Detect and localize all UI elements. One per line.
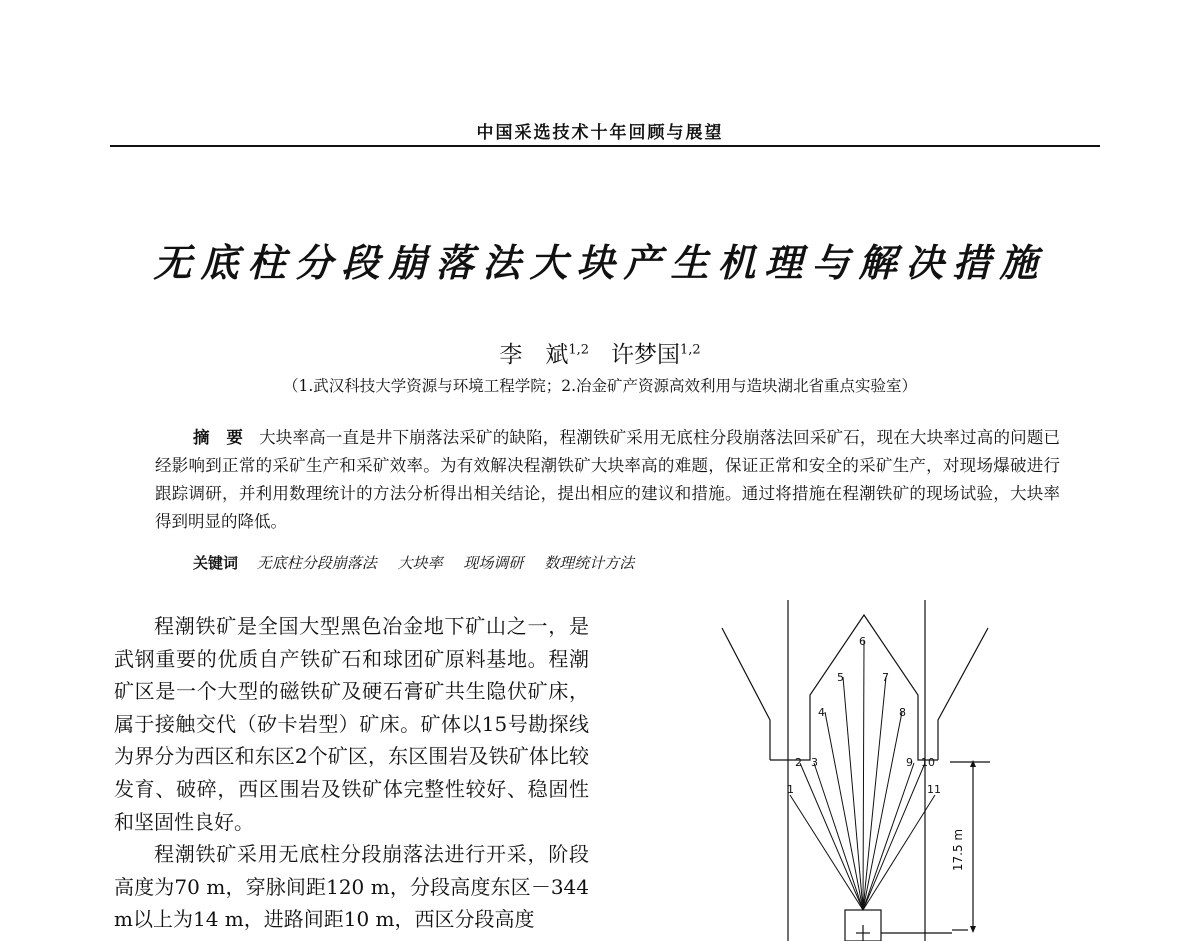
blast-hole-line <box>863 712 902 910</box>
author-affiliation-mark: 1,2 <box>680 342 701 358</box>
blast-hole-number: 9 <box>906 756 913 769</box>
pillar-outline <box>770 615 938 760</box>
blast-hole-line <box>863 677 886 910</box>
blast-hole-line <box>843 677 863 910</box>
running-header: 中国采选技术十年回顾与展望 <box>476 123 724 143</box>
blast-hole-number: 11 <box>927 783 941 796</box>
abstract <box>155 424 1060 536</box>
blast-hole-number: 10 <box>921 756 935 769</box>
author-name: 李 斌 <box>499 342 569 368</box>
paragraph: 程潮铁矿是全国大型黑色冶金地下矿山之一，是武钢重要的优质自产铁矿石和球团矿原料基地。程潮矿区是一个大型的磁铁矿及硬石膏矿共生隐伏矿床，属于接触交代（矽卡岩型）矿床。矿体以15号勘探线为界分为西区和东区2个矿区，东区围岩及铁矿体比较发育、破碎，西区围岩及铁矿体完整性较好、稳固性和坚固性良好。 <box>114 614 589 834</box>
author-line <box>0 336 1200 369</box>
blast-hole-number: 3 <box>811 756 818 769</box>
blast-hole-line <box>800 763 863 910</box>
blast-hole-number: 6 <box>859 635 866 648</box>
paragraph: 程潮铁矿采用无底柱分段崩落法进行开采，阶段高度为70 m，穿脉间距120 m，分段高度东区－344 m以上为14 m，进路间距10 m，西区分段高度 <box>114 842 589 932</box>
right-wall-line <box>938 628 988 760</box>
left-wall-line <box>722 628 770 760</box>
body-text <box>114 610 589 936</box>
keyword: 无底柱分段崩落法 <box>256 554 377 572</box>
keyword: 大块率 <box>397 554 443 572</box>
keywords <box>193 552 650 573</box>
header-rule <box>110 145 1100 147</box>
blast-hole-number: 1 <box>787 783 794 796</box>
author-name: 许梦国 <box>611 342 680 368</box>
blast-hole-number: 8 <box>899 706 906 719</box>
blast-hole-line <box>863 640 864 910</box>
blast-hole-number: 4 <box>818 706 825 719</box>
abstract-text: 大块率高一直是井下崩落法采矿的缺陷，程潮铁矿采用无底柱分段崩落法回采矿石，现在大块率过高的问题已经影响到正常的采矿生产和采矿效率。为有效解决程潮铁矿大块率高的难题，保证正常和安全的采矿生产，对现场爆破进行跟踪调研，并利用数理统计的方法分析得出相关结论，提出相应的建议和措施。通过将措施在程潮铁矿的现场试验，大块率得到明显的降低。 <box>155 428 1061 531</box>
blast-hole-number: 5 <box>837 671 844 684</box>
dimension-arrow-top <box>970 760 976 767</box>
keyword: 数理统计方法 <box>544 554 635 572</box>
keywords-label: 关键词 <box>193 554 239 572</box>
keyword: 现场调研 <box>463 554 524 572</box>
author-affiliation-mark: 1,2 <box>568 342 589 358</box>
dimension-label: 17.5 m <box>951 828 965 872</box>
blasting-fan-figure <box>690 600 1010 941</box>
blast-hole-number: 7 <box>882 671 889 684</box>
dimension-arrow-bottom <box>970 926 976 933</box>
blast-hole-line <box>863 763 925 910</box>
paper-title: 无底柱分段崩落法大块产生机理与解决措施 <box>153 240 1047 285</box>
blast-hole-line <box>863 795 935 910</box>
affiliation: （1.武汉科技大学资源与环境工程学院；2.冶金矿产资源高效利用与造块湖北省重点实验室） <box>282 377 918 395</box>
blast-hole-line <box>814 763 863 910</box>
blast-hole-number: 2 <box>795 756 802 769</box>
abstract-label: 摘 要 <box>193 428 244 447</box>
